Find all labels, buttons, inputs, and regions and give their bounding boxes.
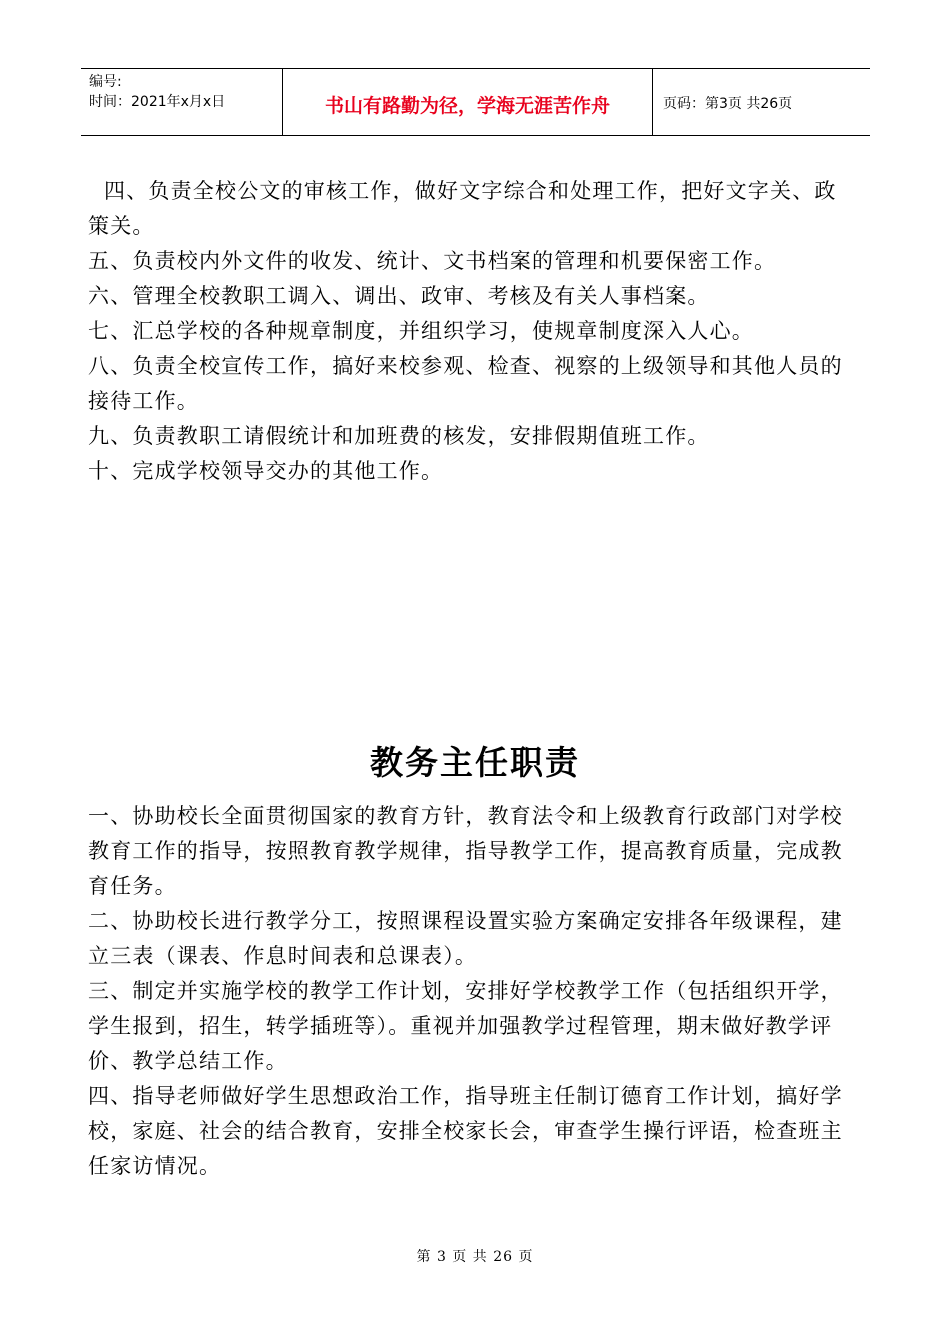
section-title: 教务主任职责 — [370, 743, 580, 782]
duty-item: 六、管理全校教职工调入、调出、政审、考核及有关人事档案。 — [88, 284, 710, 308]
duty-item: 三、制定并实施学校的教学工作计划，安排好学校教学工作（包括组织开学，学生报到，招生，转学插班等）。重视并加强教学过程管理，期末做好教学评价、教学总结工作。 — [88, 979, 843, 1073]
duty-item: 八、负责全校宣传工作，搞好来校参观、检查、视察的上级领导和其他人员的接待工作。 — [88, 354, 843, 413]
page-header — [81, 68, 870, 136]
duty-item: 五、负责校内外文件的收发、统计、文书档案的管理和机要保密工作。 — [88, 249, 777, 273]
header-motto: 书山有路勤为径，学海无涯苦作舟 — [324, 94, 610, 117]
duty-item: 十、完成学校领导交办的其他工作。 — [88, 459, 444, 483]
duty-item: 九、负责教职工请假统计和加班费的核发，安排假期值班工作。 — [88, 424, 710, 448]
header-number-label: 编号: — [89, 74, 122, 90]
header-date-label: 时间：2021年x月x日 — [89, 94, 226, 110]
duty-item: 二、协助校长进行教学分工，按照课程设置实验方案确定安排各年级课程，建立三表（课表、作息时间表和总课表）。 — [88, 909, 843, 968]
page-footer: 第 3 页 共 26 页 — [416, 1249, 534, 1265]
office-duties-continued — [88, 174, 858, 489]
academic-director-duties — [88, 799, 858, 1184]
duty-item: 七、汇总学校的各种规章制度，并组织学习，使规章制度深入人心。 — [88, 319, 754, 343]
duty-item: 四、负责全校公文的审核工作，做好文字综合和处理工作，把好文字关、政策关。 — [88, 179, 837, 238]
header-page-info: 页码：第3页 共26页 — [663, 96, 793, 112]
duty-item: 一、协助校长全面贯彻国家的教育方针，教育法令和上级教育行政部门对学校教育工作的指导，按照教育教学规律，指导教学工作，提高教育质量，完成教育任务。 — [88, 804, 843, 898]
header-motto-cell — [283, 69, 653, 135]
header-meta-cell — [81, 69, 283, 135]
header-page-cell — [653, 69, 870, 135]
duty-item: 四、指导老师做好学生思想政治工作，指导班主任制订德育工作计划，搞好学校，家庭、社会的结合教育，安排全校家长会，审查学生操行评语，检查班主任家访情况。 — [88, 1084, 843, 1178]
